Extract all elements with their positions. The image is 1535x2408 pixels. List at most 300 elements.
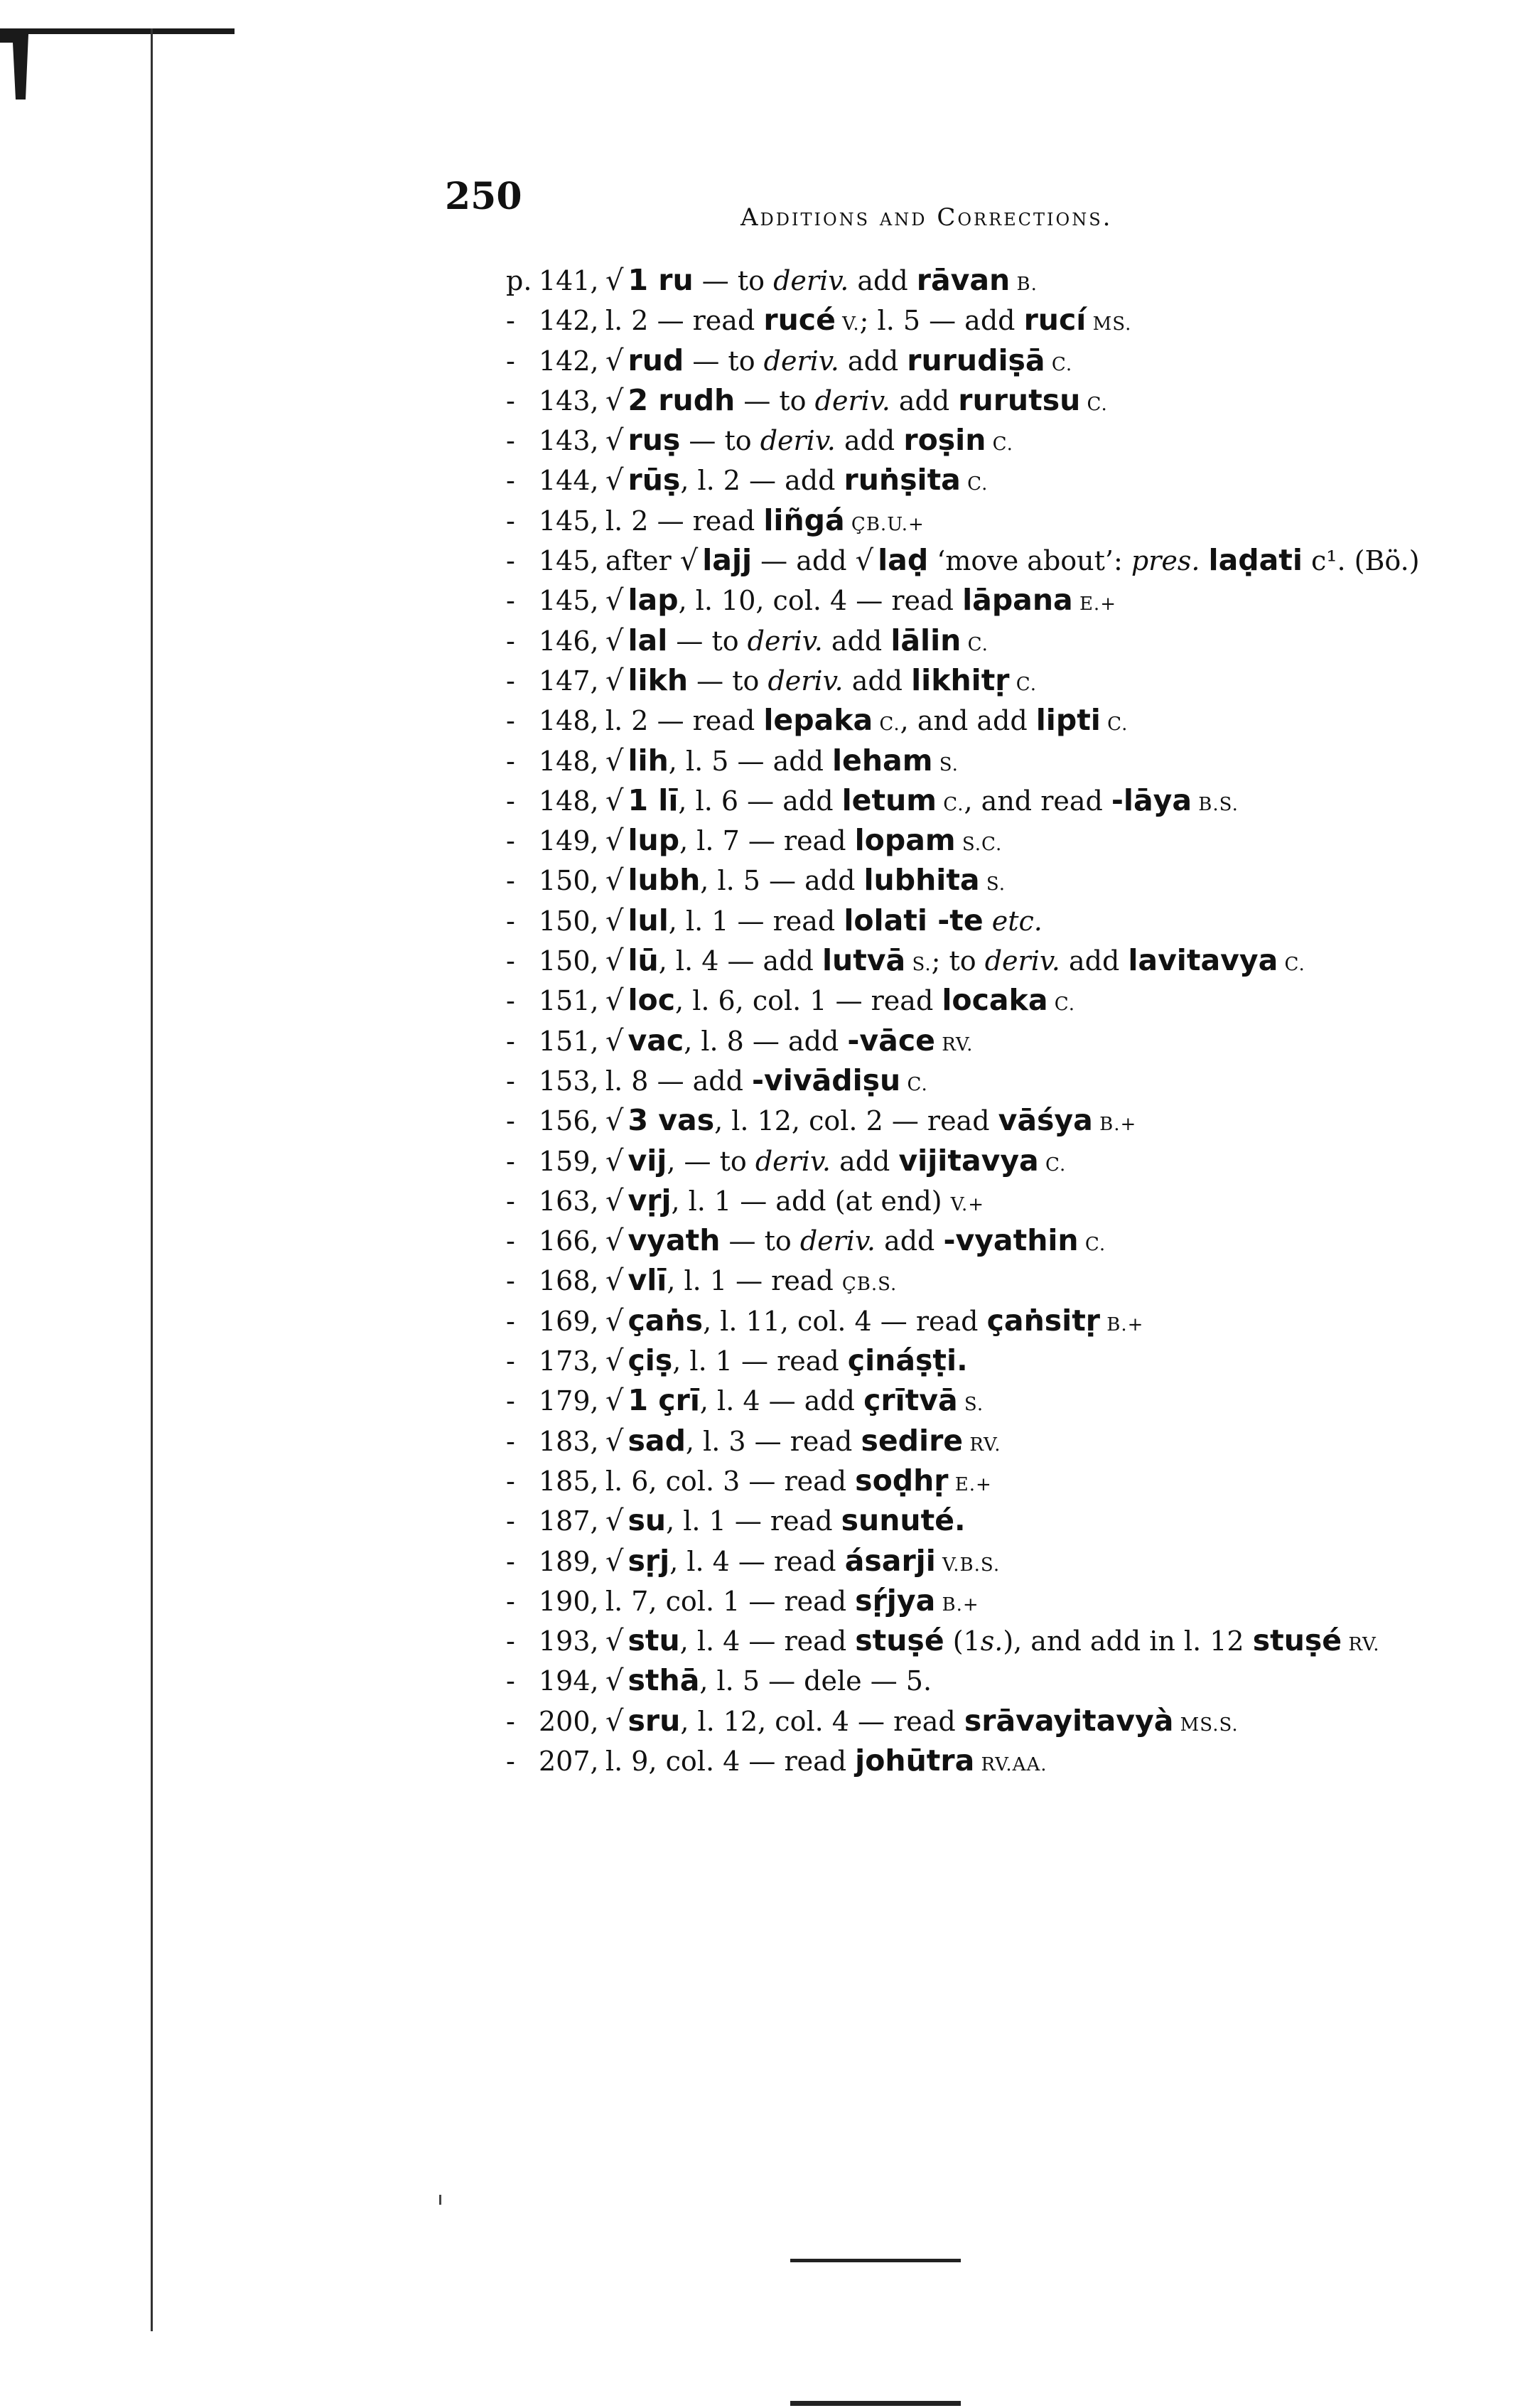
entry-page-ref — [506, 1101, 605, 1141]
headword: lutvā — [822, 943, 906, 978]
headword: sthā — [628, 1663, 700, 1698]
entry-prefix: - — [506, 865, 515, 897]
entry-text: , l. 1 — read — [672, 1345, 848, 1377]
correction-entry — [506, 260, 1501, 300]
correction-entry — [506, 460, 1501, 500]
entry-page-ref — [506, 941, 605, 981]
entry-text: , l. 1 — read — [667, 1265, 842, 1297]
entry-text: , l. 2 — add — [680, 465, 844, 497]
source-abbrev: C. — [986, 434, 1013, 456]
entry-text: , l. 5 — dele — 5. — [699, 1665, 932, 1697]
root-sign-icon: √ — [605, 744, 624, 778]
headword: -vyathin — [943, 1223, 1079, 1258]
entry-text: , l. 8 — add — [684, 1025, 848, 1057]
entry-text: l. 2 — read — [605, 705, 764, 737]
entry-text: ‘move about’: — [928, 545, 1131, 577]
entry-page-ref — [506, 1661, 605, 1701]
entry-page-number: 141, — [539, 265, 599, 296]
entry-page-number: 183, — [539, 1425, 599, 1457]
entry-prefix: - — [506, 1425, 515, 1457]
headword: çaṅs — [628, 1303, 704, 1338]
root-sign-icon: √ — [605, 1184, 624, 1218]
source-abbrev: C. — [1038, 1154, 1067, 1176]
source-abbrev: RV. — [935, 1033, 974, 1055]
entry-text: , l. 12, col. 2 — read — [714, 1105, 998, 1137]
entry-page-ref — [506, 1621, 605, 1661]
headword: ásarji — [844, 1543, 936, 1578]
entry-prefix: - — [506, 785, 515, 817]
source-abbrev: S. — [932, 753, 959, 775]
headword: lolati -te — [844, 903, 984, 937]
entry-prefix: - — [506, 505, 515, 537]
entry-page-ref — [506, 981, 605, 1021]
entry-text: — to — [735, 385, 815, 416]
headword: stu — [628, 1623, 680, 1658]
headword: ruṅṣita — [844, 463, 961, 498]
entry-page-number: 147, — [539, 665, 599, 697]
headword: -vivādiṣu — [752, 1063, 901, 1097]
headword: vyath — [628, 1223, 721, 1258]
italic-text: s. — [980, 1625, 1003, 1657]
correction-entry — [506, 420, 1501, 460]
entry-prefix: - — [506, 705, 515, 737]
entry-prefix: - — [506, 385, 515, 416]
entry-text: , l. 6, col. 1 — read — [675, 985, 942, 1017]
root-sign-icon: √ — [605, 1385, 624, 1418]
headword: lū — [628, 943, 659, 978]
entry-text: , l. 1 — read — [668, 905, 844, 937]
entry-page-ref — [506, 861, 605, 901]
entry-text: , l. 6 — add — [678, 785, 842, 817]
italic-text: deriv. — [799, 1225, 876, 1257]
headword: sedire — [861, 1423, 964, 1458]
correction-entry — [506, 980, 1501, 1020]
entry-prefix: - — [506, 1065, 515, 1097]
source-abbrev: ÇB.U.+ — [844, 513, 925, 535]
source-abbrev: ÇB.S. — [841, 1274, 898, 1296]
entry-text: — to — [684, 345, 764, 377]
entry-text: ; l. 5 — add — [859, 305, 1024, 337]
entry-prefix: - — [506, 825, 515, 857]
entry-text: , l. 5 — add — [700, 865, 864, 897]
entry-text: add — [849, 265, 917, 296]
entry-page-number: 145, — [539, 545, 599, 577]
headword: laḍati — [1208, 543, 1303, 578]
entry-page-number: 189, — [539, 1545, 599, 1577]
source-abbrev: B. — [1010, 274, 1038, 295]
headword: lepaka — [763, 703, 873, 738]
entry-page-ref — [506, 1581, 605, 1621]
entry-text: add — [822, 625, 891, 657]
entry-page-number: 151, — [539, 1025, 599, 1057]
correction-entry — [506, 340, 1501, 380]
entry-page-ref — [506, 701, 605, 741]
entry-page-ref — [506, 261, 605, 301]
source-abbrev: C. — [960, 473, 989, 495]
entry-page-ref — [506, 1741, 605, 1781]
entry-page-number: 149, — [539, 825, 599, 857]
italic-text: pres. — [1131, 545, 1200, 577]
root-sign-icon: √ — [605, 264, 624, 297]
headword: su — [628, 1503, 667, 1538]
headword: lup — [628, 823, 680, 858]
headword: 1 lī — [628, 783, 679, 817]
root-sign-icon: √ — [605, 784, 624, 817]
entry-prefix: - — [506, 425, 515, 457]
root-sign-icon: √ — [605, 864, 624, 898]
root-sign-icon: √ — [605, 984, 624, 1018]
entry-page-number: 144, — [539, 465, 599, 497]
entry-prefix: - — [506, 585, 515, 617]
entry-text: — to — [680, 425, 760, 457]
correction-entry — [506, 700, 1501, 740]
entry-text: add — [875, 1225, 944, 1257]
entry-prefix: - — [506, 1105, 515, 1137]
root-sign-icon: √ — [605, 824, 624, 858]
correction-entry — [506, 1741, 1501, 1780]
entry-prefix: - — [506, 545, 515, 577]
root-sign-icon: √ — [605, 1544, 624, 1578]
root-sign-icon: √ — [605, 1665, 624, 1698]
entry-page-number: 148, — [539, 785, 599, 817]
source-abbrev: B.+ — [1100, 1313, 1144, 1335]
entry-text: — to — [667, 625, 748, 657]
entry-page-number: 142, — [539, 345, 599, 377]
entry-prefix: - — [506, 305, 515, 337]
entry-text: , l. 4 — add — [658, 945, 822, 977]
correction-entry — [506, 860, 1501, 900]
source-abbrev: C. — [900, 1073, 928, 1095]
entry-page-number: 168, — [539, 1265, 599, 1297]
headword: sunuté. — [841, 1503, 966, 1538]
source-abbrev: C. — [1078, 1234, 1106, 1256]
entry-page-number: 142, — [539, 305, 599, 337]
correction-entry — [506, 1260, 1501, 1300]
italic-text: deriv. — [747, 625, 823, 657]
root-sign-icon: √ — [605, 384, 624, 417]
running-head-text: Additions and Corrections. — [740, 203, 1113, 232]
entry-text: add — [835, 425, 904, 457]
source-abbrev: C. — [1047, 994, 1075, 1016]
source-abbrev: B.+ — [935, 1593, 979, 1616]
entry-prefix: - — [506, 1305, 515, 1337]
correction-entry — [506, 1701, 1501, 1741]
entry-prefix: - — [506, 905, 515, 937]
root-sign-icon: √ — [605, 584, 624, 618]
headword: lih — [628, 743, 669, 778]
entry-text: , l. 11, col. 4 — read — [703, 1305, 987, 1337]
correction-entry — [506, 1380, 1501, 1420]
entry-page-number: 187, — [539, 1505, 599, 1537]
correction-entry — [506, 1021, 1501, 1060]
entry-text: c¹. (Bö.) — [1302, 545, 1420, 577]
correction-entry — [506, 1620, 1501, 1660]
entry-page-number: 148, — [539, 745, 599, 777]
correction-entry — [506, 1141, 1501, 1181]
italic-text: etc. — [991, 905, 1043, 937]
correction-entry — [506, 580, 1501, 620]
entry-page-number: 193, — [539, 1625, 599, 1657]
entry-text: l. 2 — read — [605, 305, 764, 337]
entry-page-ref — [506, 381, 605, 421]
correction-entry — [506, 1541, 1501, 1581]
headword: çináṣṭi. — [847, 1343, 968, 1378]
entry-prefix: - — [506, 1745, 515, 1777]
entry-text: add — [843, 665, 912, 697]
source-abbrev: V.+ — [950, 1193, 984, 1215]
correction-entry — [506, 500, 1501, 540]
root-sign-icon: √ — [605, 1024, 624, 1058]
headword: 3 vas — [628, 1103, 715, 1138]
entry-text: , l. 4 — add — [699, 1385, 864, 1417]
entry-prefix: - — [506, 1505, 515, 1537]
entry-page-number: 150, — [539, 905, 599, 937]
entry-text: , l. 7 — read — [679, 825, 855, 857]
entry-prefix: - — [506, 1385, 515, 1417]
entry-page-number: 194, — [539, 1665, 599, 1697]
entry-prefix: - — [506, 1225, 515, 1257]
headword: srāvayitavyà — [964, 1703, 1174, 1738]
entry-prefix: - — [506, 465, 515, 497]
entry-prefix: - — [506, 1345, 515, 1377]
headword: rāvan — [916, 263, 1011, 297]
correction-entry — [506, 940, 1501, 980]
source-abbrev: MS.S. — [1173, 1714, 1239, 1736]
page-number: 250 — [445, 175, 522, 218]
entry-page-number: 166, — [539, 1225, 599, 1257]
entry-prefix: - — [506, 1145, 515, 1177]
entry-page-ref — [506, 1181, 605, 1221]
correction-entry — [506, 780, 1501, 820]
headword: loc — [628, 983, 676, 1018]
correction-entry — [506, 540, 1501, 580]
entry-page-number: 185, — [539, 1465, 599, 1497]
headword: lopam — [854, 823, 956, 858]
correction-entry — [506, 741, 1501, 780]
visible-end-rule — [790, 2259, 961, 2262]
italic-text: deriv. — [773, 265, 849, 296]
italic-text: deriv. — [984, 945, 1060, 977]
correction-entry — [506, 1340, 1501, 1380]
scan-speck — [439, 2195, 441, 2205]
headword: rucé — [763, 303, 836, 338]
source-abbrev: V. — [835, 313, 860, 335]
headword: 2 rudh — [628, 382, 736, 417]
entry-page-ref — [506, 781, 605, 821]
root-sign-icon: √ — [605, 1505, 624, 1538]
entry-page-number: 163, — [539, 1185, 599, 1217]
headword: johūtra — [855, 1743, 975, 1778]
italic-text: deriv. — [760, 425, 836, 457]
headword: rucí — [1023, 303, 1087, 338]
root-sign-icon: √ — [605, 1144, 624, 1178]
entry-page-ref — [506, 1261, 605, 1301]
headword: vṛj — [628, 1183, 672, 1218]
entry-prefix: - — [506, 1705, 515, 1737]
source-abbrev: C. — [873, 714, 900, 736]
headword: likh — [628, 662, 689, 697]
italic-text: deriv. — [814, 385, 890, 416]
entry-page-number: 200, — [539, 1705, 599, 1737]
root-sign-icon: √ — [605, 424, 624, 458]
source-abbrev: E.+ — [948, 1473, 992, 1495]
correction-entry — [506, 1421, 1501, 1461]
correction-entry — [506, 1581, 1501, 1620]
headword: stuṣé — [1252, 1623, 1342, 1658]
entry-text — [1200, 545, 1208, 576]
source-abbrev: C. — [1009, 673, 1038, 695]
source-abbrev: S.C. — [955, 834, 1003, 856]
entry-text: ), and add in l. 12 — [1003, 1625, 1253, 1657]
entry-prefix: - — [506, 1545, 515, 1577]
entry-page-number: 145, — [539, 585, 599, 617]
root-sign-icon: √ — [605, 1424, 624, 1458]
running-head — [740, 203, 1112, 232]
headword: -vāce — [847, 1023, 935, 1058]
source-abbrev: V.B.S. — [935, 1554, 1001, 1576]
entry-page-ref — [506, 461, 605, 500]
entry-page-ref — [506, 1421, 605, 1461]
root-sign-icon: √ — [605, 1225, 624, 1258]
headword: rūṣ — [628, 463, 681, 498]
root-sign-icon: √ — [605, 1345, 624, 1378]
headword: roṣin — [903, 423, 986, 458]
headword: vlī — [628, 1263, 667, 1298]
correction-entry — [506, 1220, 1501, 1260]
entry-page-ref — [506, 1021, 605, 1061]
headword: lālin — [890, 623, 962, 657]
correction-entry — [506, 1181, 1501, 1220]
entry-page-number: 207, — [539, 1745, 599, 1777]
entry-page-ref — [506, 1141, 605, 1181]
root-sign-icon: √ — [605, 464, 624, 498]
source-abbrev: C. — [937, 793, 964, 815]
entry-prefix: - — [506, 945, 515, 977]
entry-page-ref — [506, 301, 605, 340]
entry-page-number: 169, — [539, 1305, 599, 1337]
root-sign-icon: √ — [605, 624, 624, 657]
source-abbrev: C. — [1045, 353, 1073, 375]
headword: vijitavya — [898, 1143, 1039, 1178]
entry-page-ref — [506, 1542, 605, 1581]
headword: sṛ́jya — [855, 1583, 936, 1618]
headword: lubhita — [863, 863, 980, 898]
entry-page-ref — [506, 1301, 605, 1341]
entry-page-number: 150, — [539, 945, 599, 977]
headword: sṛj — [628, 1543, 670, 1578]
entry-page-ref — [506, 1702, 605, 1741]
headword: locaka — [942, 983, 1048, 1018]
entry-page-number: 146, — [539, 625, 599, 657]
entry-text: l. 9, col. 4 — read — [605, 1745, 856, 1777]
entry-text: , l. 1 — read — [666, 1505, 841, 1537]
headword: 1 ru — [628, 263, 694, 297]
entry-prefix: - — [506, 345, 515, 377]
entry-page-ref — [506, 581, 605, 620]
entry-text: , l. 5 — add — [668, 745, 832, 777]
entry-page-ref — [506, 1501, 605, 1541]
headword: lubh — [628, 863, 701, 898]
entry-prefix: - — [506, 1585, 515, 1617]
root-sign-icon: √ — [605, 1704, 624, 1738]
entry-page-ref — [506, 541, 605, 581]
headword: soḍhṛ — [855, 1463, 949, 1498]
headword: rurutsu — [958, 382, 1081, 417]
source-abbrev: E.+ — [1072, 593, 1116, 616]
italic-text: deriv. — [763, 345, 839, 377]
entry-text: — to — [720, 1225, 800, 1257]
headword: 1 çrī — [628, 1383, 700, 1418]
headword: laḍ — [878, 543, 929, 578]
entry-prefix: p. — [506, 265, 532, 296]
entry-text: — to — [693, 265, 774, 296]
headword: lajj — [702, 543, 753, 578]
headword: lāpana — [962, 583, 1073, 618]
entry-page-number: 143, — [539, 385, 599, 416]
entry-page-number: 150, — [539, 865, 599, 897]
headword: sru — [628, 1703, 681, 1738]
entry-text: add — [1060, 945, 1129, 977]
entry-page-number: 159, — [539, 1145, 599, 1177]
entry-text: , l. 4 — read — [669, 1545, 845, 1577]
headword: lul — [628, 903, 669, 937]
correction-entry — [506, 660, 1501, 700]
source-abbrev: S. — [957, 1394, 984, 1416]
entry-text: ; to — [931, 945, 985, 977]
entry-page-number: 143, — [539, 425, 599, 457]
entry-page-number: 179, — [539, 1385, 599, 1417]
correction-entry — [506, 1060, 1501, 1100]
entry-page-ref — [506, 1381, 605, 1421]
root-sign-icon: √ — [855, 544, 874, 578]
entry-page-ref — [506, 1461, 605, 1501]
entry-text: — add — [752, 545, 856, 577]
italic-text: deriv. — [755, 1145, 831, 1177]
headword: rud — [628, 343, 684, 377]
source-abbrev: B.S. — [1192, 793, 1239, 815]
correction-entry — [506, 1301, 1501, 1340]
entry-text: , l. 3 — read — [685, 1425, 861, 1457]
entry-page-ref — [506, 501, 605, 541]
source-abbrev: RV. — [963, 1434, 1001, 1456]
source-abbrev: B.+ — [1092, 1114, 1137, 1136]
headword: stuṣé — [855, 1623, 944, 1658]
headword: leham — [832, 743, 933, 778]
headword: liñgá — [763, 502, 845, 537]
entry-text: , l. 1 — add (at end) — [671, 1185, 951, 1217]
entry-text — [984, 905, 992, 937]
entry-page-ref — [506, 661, 605, 701]
italic-text: deriv. — [768, 665, 844, 697]
entry-page-ref — [506, 621, 605, 661]
entry-text: , and read — [964, 785, 1111, 817]
entry-page-number: 173, — [539, 1345, 599, 1377]
correction-entry — [506, 820, 1501, 860]
source-abbrev: C. — [1100, 714, 1129, 736]
correction-entry — [506, 1461, 1501, 1500]
headword: lal — [628, 623, 668, 657]
entry-text: (1 — [944, 1625, 981, 1657]
scan-page-edge — [151, 28, 153, 2331]
entry-text: add — [890, 385, 959, 416]
entry-prefix: - — [506, 1665, 515, 1697]
root-sign-icon: √ — [605, 945, 624, 978]
source-abbrev: C. — [1080, 393, 1108, 415]
entry-text: l. 8 — add — [605, 1065, 753, 1097]
root-sign-icon: √ — [605, 344, 624, 377]
correction-entry — [506, 1660, 1501, 1700]
entry-prefix: - — [506, 1185, 515, 1217]
